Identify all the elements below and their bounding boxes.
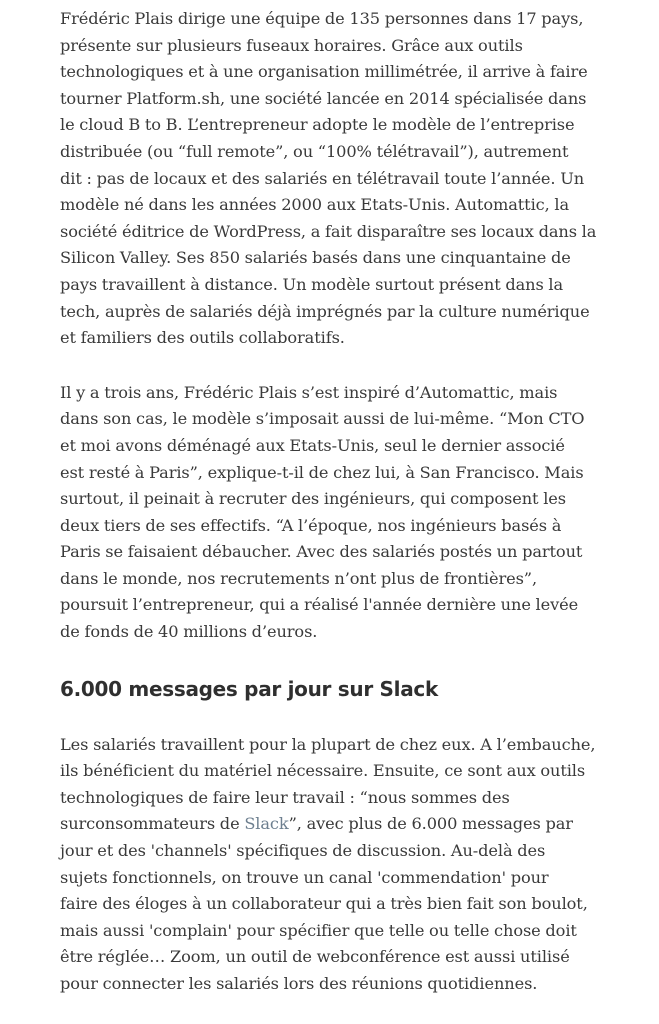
text-line: et moi avons déménagé aux Etats-Unis, seul le dernier associé xyxy=(60,435,565,455)
text-line: mais aussi 'complain' pour spécifier que telle ou telle chose doit xyxy=(60,920,577,940)
text-line: dans son cas, le modèle s’imposait aussi de lui-même. “Mon CTO xyxy=(60,409,585,429)
text-line: de fonds de 40 millions d’euros. xyxy=(60,622,318,642)
text-line: technologiques de faire leur travail : “nous sommes des xyxy=(60,787,510,807)
text-line: Les salariés travaillent pour la plupart de chez eux. A l’embauche, xyxy=(60,734,596,754)
text-line: Frédéric Plais dirige une équipe de 135 personnes dans 17 pays, xyxy=(60,9,584,28)
text-line: société éditrice de WordPress, a fait disparaître ses locaux dans la xyxy=(60,221,597,241)
text-line: modèle né dans les années 2000 aux Etats-Unis. Automattic, la xyxy=(60,195,570,215)
paragraph-2 xyxy=(60,380,626,646)
slack-link[interactable]: Slack xyxy=(244,814,289,834)
text-line: surtout, il peinait à recruter des ingénieurs, qui composent les xyxy=(60,489,566,509)
text-line: être réglée… Zoom, un outil de webconférence est aussi utilisé xyxy=(60,947,570,967)
paragraph-1 xyxy=(60,6,626,352)
text-line: Silicon Valley. Ses 850 salariés basés dans une cinquantaine de xyxy=(60,248,571,268)
text-line: Il y a trois ans, Frédéric Plais s’est inspiré d’Automattic, mais xyxy=(60,382,558,402)
text-line: sujets fonctionnels, on trouve un canal 'commendation' pour xyxy=(60,867,549,887)
text-line: dans le monde, nos recrutements n’ont plus de frontières”, xyxy=(60,568,538,588)
text-line-with-link xyxy=(60,811,626,838)
text-line: est resté à Paris”, explique-t-il de chez lui, à San Francisco. Mais xyxy=(60,462,584,482)
text-line: poursuit l’entrepreneur, qui a réalisé l'année dernière une levée xyxy=(60,595,579,615)
article-body xyxy=(60,6,626,998)
text-line: et familiers des outils collaboratifs. xyxy=(60,328,345,348)
section-heading: 6.000 messages par jour sur Slack xyxy=(60,676,438,701)
text-line: technologiques et à une organisation millimétrée, il arrive à faire xyxy=(60,62,588,82)
text-line: tourner Platform.sh, une société lancée en 2014 spécialisée dans xyxy=(60,88,587,108)
text-line: tech, auprès de salariés déjà imprégnés par la culture numérique xyxy=(60,301,590,321)
text-line: ils bénéficient du matériel nécessaire. Ensuite, ce sont aux outils xyxy=(60,761,586,781)
text-line: deux tiers de ses effectifs. “A l’époque, nos ingénieurs basés à xyxy=(60,515,562,535)
text-line: pays travaillent à distance. Un modèle surtout présent dans la xyxy=(60,274,564,294)
text-segment: ”, avec plus de 6.000 messages par xyxy=(288,814,573,834)
text-line: le cloud B to B. L’entrepreneur adopte le modèle de l’entreprise xyxy=(60,115,575,135)
text-line: pour connecter les salariés lors des réunions quotidiennes. xyxy=(60,974,538,993)
text-line: faire des éloges à un collaborateur qui a très bien fait son boulot, xyxy=(60,894,588,914)
text-line: présente sur plusieurs fuseaux horaires. Grâce aux outils xyxy=(60,35,523,55)
text-line: Paris se faisaient débaucher. Avec des salariés postés un partout xyxy=(60,542,583,562)
text-line: distribuée (ou “full remote”, ou “100% télétravail”), autrement xyxy=(60,141,569,161)
paragraph-3 xyxy=(60,732,626,998)
text-segment: surconsommateurs de xyxy=(60,814,245,834)
text-line: dit : pas de locaux et des salariés en télétravail toute l’année. Un xyxy=(60,168,585,188)
text-line: jour et des 'channels' spécifiques de discussion. Au-delà des xyxy=(60,841,546,861)
